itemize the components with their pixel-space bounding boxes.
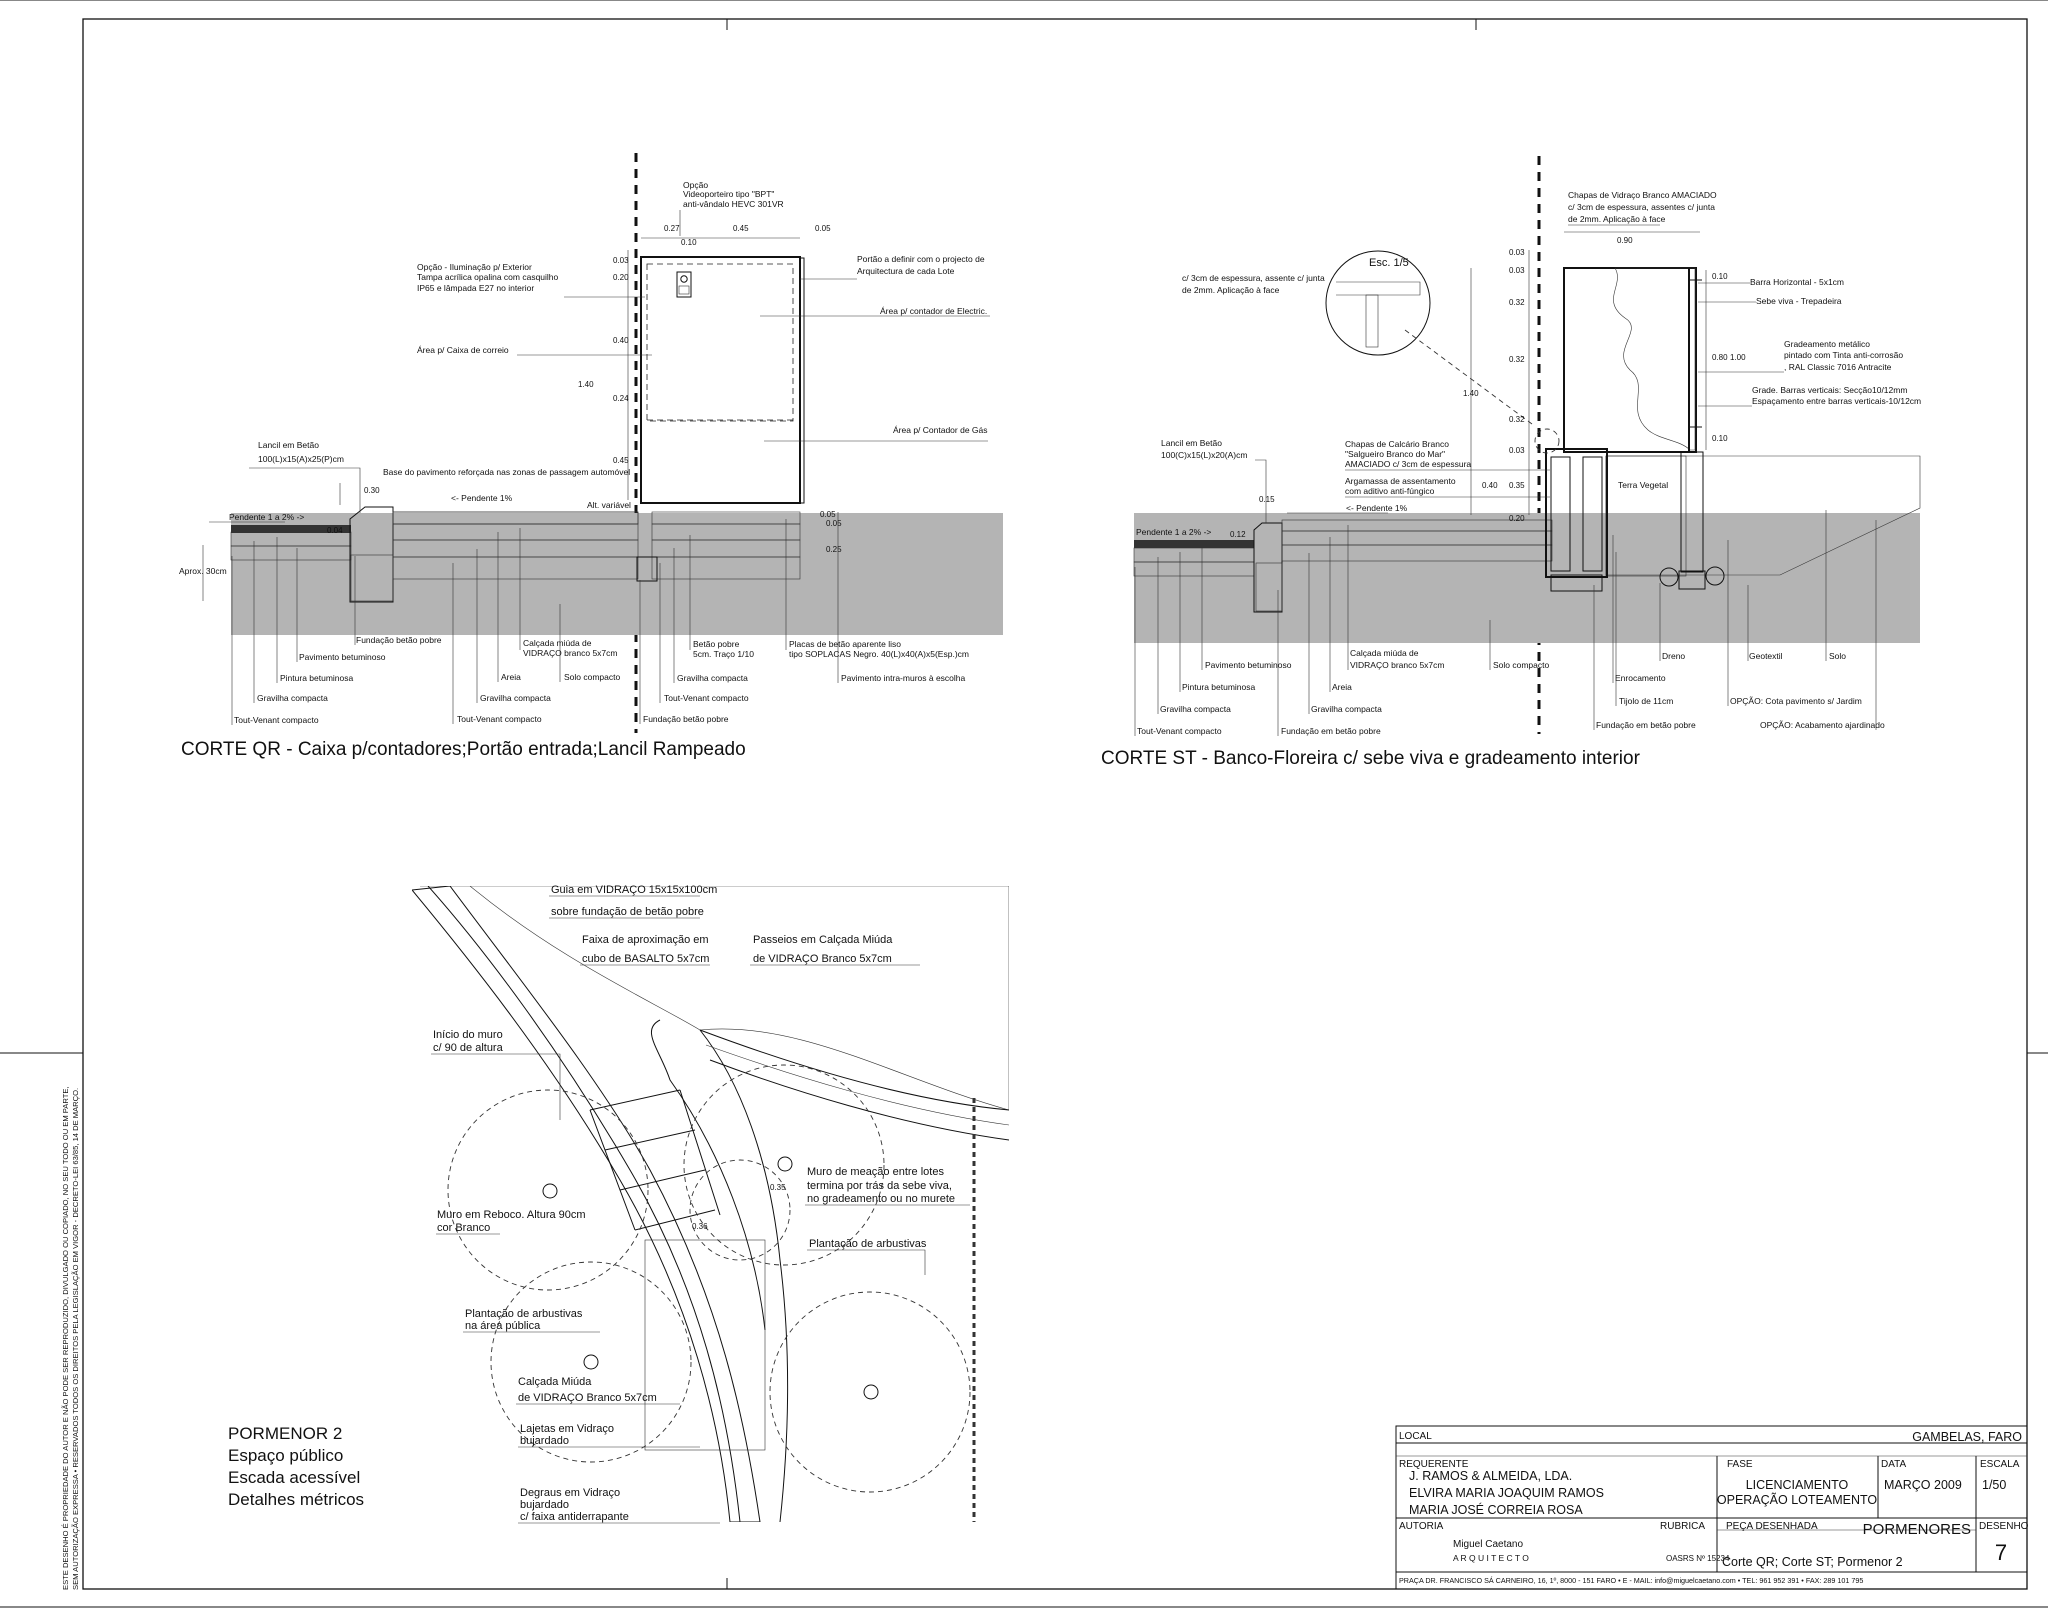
- pl-label-plantacao-pub-2: na área pública: [465, 1320, 541, 1332]
- qr-label-videoporteiro: Videoporteiro tipo "BPT": [683, 189, 775, 199]
- tb-oasrs: OASRS Nº 15234: [1666, 1554, 1730, 1563]
- st-dim-090: 0.90: [1617, 236, 1633, 245]
- qr-dim-005c: 0.05: [826, 519, 842, 528]
- pormenor-title-1: PORMENOR 2: [228, 1424, 343, 1443]
- st-label-grad-2: pintado com Tinta anti-corrosão: [1784, 350, 1904, 360]
- st-label-tout-venant: Tout-Venant compacto: [1137, 726, 1222, 736]
- st-label-argamassa-1: Argamassa de assentamento: [1345, 476, 1456, 486]
- st-dim-010: 0.10: [1712, 272, 1728, 281]
- qr-label-aprox: Aprox. 30cm: [179, 566, 227, 576]
- st-dim-140: 1.40: [1463, 389, 1479, 398]
- pl-label-degraus-2: bujardado: [520, 1499, 569, 1511]
- pl-label-guia-2: sobre fundação de betão pobre: [551, 906, 704, 918]
- copyright-note: [61, 1086, 80, 1590]
- tb-fase-2: OPERAÇÃO LOTEAMENTO: [1716, 1493, 1878, 1507]
- st-label-calcario-3: AMACIADO c/ 3cm de espessura: [1345, 459, 1472, 469]
- qr-label-pintura-betuminosa: Pintura betuminosa: [280, 673, 354, 683]
- qr-label-opcao: Opção: [683, 180, 709, 190]
- st-dim-012: 0.12: [1230, 530, 1246, 539]
- tb-autoria-label: AUTORIA: [1399, 1521, 1444, 1532]
- qr-label-area-electric: Área p/ contador de Electric.: [880, 306, 988, 316]
- qr-label-fundacao-betao: Fundação betão pobre: [356, 635, 442, 645]
- qr-label-lancil-2: 100(L)x15(A)x25(P)cm: [258, 454, 344, 464]
- qr-label-area-correio: Área p/ Caixa de correio: [417, 345, 509, 355]
- section-qr: [179, 153, 1003, 760]
- pl-label-inicio-1: Início do muro: [433, 1029, 503, 1041]
- st-label-c3cm-1: c/ 3cm de espessura, assente c/ junta: [1182, 273, 1325, 283]
- pl-label-plantacao: Plantação de arbustivas: [809, 1238, 927, 1250]
- qr-dim-003: 0.03: [613, 256, 629, 265]
- qr-label-calcada-2: VIDRAÇO branco 5x7cm: [523, 648, 618, 658]
- tb-peca-desc: Corte QR; Corte ST; Pormenor 2: [1722, 1555, 1903, 1569]
- pl-label-plantacao-pub-1: Plantação de arbustivas: [465, 1308, 583, 1320]
- pl-label-muro-meacao-1: Muro de meação entre lotes: [807, 1166, 944, 1178]
- pormenor-title-3: Escada acessível: [228, 1468, 361, 1487]
- st-dim-035: 0.35: [1509, 481, 1525, 490]
- pl-label-degraus-1: Degraus em Vidraço: [520, 1487, 621, 1499]
- st-label-areia: Areia: [1332, 682, 1352, 692]
- st-label-esc: Esc. 1/5: [1369, 257, 1409, 269]
- tb-desenho-label: DESENHO: [1979, 1521, 2029, 1532]
- section-st: [1101, 156, 1921, 769]
- qr-dim-024: 0.24: [613, 394, 629, 403]
- qr-dim-030: 0.30: [364, 486, 380, 495]
- qr-dim-040: 0.40: [613, 336, 629, 345]
- st-label-grade-2: Espaçamento entre barras verticais-10/12cm: [1752, 396, 1922, 406]
- qr-label-fundacao-betao-2: Fundação betão pobre: [643, 714, 729, 724]
- copyright-line-1: ESTE DESENHO É PROPRIEDADE DO AUTOR E NÃO PODE SER REPRODUZIDO, DIVULGADO OU COPIADO, NO SEU TODO OU EM PARTE,: [61, 1086, 70, 1590]
- st-label-calcada-2: VIDRAÇO branco 5x7cm: [1350, 660, 1445, 670]
- pormenor-plan: [228, 884, 1009, 1523]
- pl-label-degraus-3: c/ faixa antiderrapante: [520, 1511, 629, 1523]
- st-label-geotextil: Geotextil: [1749, 651, 1783, 661]
- st-label-gravilha-compacta: Gravilha compacta: [1160, 704, 1231, 714]
- tb-autor-prof: A R Q U I T E C T O: [1453, 1553, 1529, 1563]
- copyright-line-2: SEM AUTORIZAÇÃO EXPRESSA • RESERVADOS TODOS OS DIREITOS PELA LEGISLAÇÃO EM VIGOR - DECRETO-LEI 63/85, 14 DE MARÇO.: [71, 1087, 80, 1590]
- qr-label-tout-venant-3: Tout-Venant compacto: [664, 693, 749, 703]
- qr-label-placas-2: tipo SOPLACAS Negro. 40(L)x40(A)x5(Esp.)cm: [789, 649, 969, 659]
- qr-label-betao-pobre-1: Betão pobre: [693, 639, 740, 649]
- meter-cabinet: [641, 257, 800, 503]
- st-dim-032b: 0.32: [1509, 355, 1525, 364]
- pl-dim-036: 0.36: [692, 1222, 708, 1231]
- qr-label-portao-2: Arquitectura de cada Lote: [857, 266, 955, 276]
- qr-dim-005: 0.05: [815, 224, 831, 233]
- st-label-fundacao: Fundação em betão pobre: [1596, 720, 1696, 730]
- pl-label-faixa-2: cubo de BASALTO 5x7cm: [582, 953, 710, 965]
- qr-title: CORTE QR - Caixa p/contadores;Portão entrada;Lancil Rampeado: [181, 739, 746, 760]
- st-label-pintura-betuminosa: Pintura betuminosa: [1182, 682, 1256, 692]
- st-label-grad-3: , RAL Classic 7016 Antracite: [1784, 362, 1892, 372]
- pl-label-lajetas-2: bujardado: [520, 1435, 569, 1447]
- st-dim-080: 0.80: [1712, 353, 1728, 362]
- tb-fase-1: LICENCIAMENTO: [1745, 1478, 1849, 1492]
- qr-label-solo-compacto: Solo compacto: [564, 672, 621, 682]
- st-label-solo: Solo: [1829, 651, 1847, 661]
- st-label-chapas-v-3: de 2mm. Aplicação à face: [1568, 214, 1666, 224]
- st-label-pendente-2: Pendente 1 a 2% ->: [1136, 527, 1212, 537]
- tb-requerente-3: MARIA JOSÉ CORREIA ROSA: [1409, 1503, 1583, 1517]
- pl-label-faixa-1: Faixa de aproximação em: [582, 934, 709, 946]
- st-label-chapas-v-1: Chapas de Vidraço Branco AMACIADO: [1568, 190, 1717, 200]
- st-label-calcada-1: Calçada miúda de: [1350, 648, 1419, 658]
- st-label-sebe: Sebe viva - Trepadeira: [1756, 296, 1842, 306]
- qr-label-pavimento-intra: Pavimento intra-muros à escolha: [841, 673, 966, 683]
- tb-autor-nome: Miguel Caetano: [1453, 1539, 1524, 1550]
- st-label-gravilha-compacta-2: Gravilha compacta: [1311, 704, 1382, 714]
- st-dim-040: 0.40: [1482, 481, 1498, 490]
- st-label-fundacao-betao: Fundação em betão pobre: [1281, 726, 1381, 736]
- tb-peca-label: PEÇA DESENHADA: [1726, 1521, 1818, 1532]
- qr-dim-005b: 0.05: [820, 510, 836, 519]
- pl-label-muro-reboco-2: cor Branco: [437, 1222, 491, 1234]
- qr-label-pendente-1: <- Pendente 1%: [451, 493, 513, 503]
- qr-dim-025: 0.25: [826, 545, 842, 554]
- st-label-opcao-acab: OPÇÃO: Acabamento ajardinado: [1760, 720, 1885, 730]
- qr-label-iluminacao-2: Tampa acrílica opalina com casquilho: [417, 272, 559, 282]
- tb-peca-tipo: PORMENORES: [1862, 1521, 1971, 1538]
- pl-label-passeios-2: de VIDRAÇO Branco 5x7cm: [753, 953, 892, 965]
- pl-dim-035: 0.35: [770, 1183, 786, 1192]
- pl-label-passeios-1: Passeios em Calçada Miúda: [753, 934, 893, 946]
- qr-label-lancil-1: Lancil em Betão: [258, 440, 319, 450]
- qr-label-gravilha-compacta-2: Gravilha compacta: [480, 693, 551, 703]
- qr-label-alt-variavel: Alt. variável: [587, 500, 631, 510]
- st-label-barra: Barra Horizontal - 5x1cm: [1750, 277, 1845, 287]
- qr-dim-027: 0.27: [664, 224, 680, 233]
- st-dim-032a: 0.32: [1509, 298, 1525, 307]
- pormenor-title-4: Detalhes métricos: [228, 1490, 365, 1509]
- st-label-lancil-1: Lancil em Betão: [1161, 438, 1222, 448]
- st-dim-003c: 0.03: [1509, 446, 1525, 455]
- qr-dim-045b: 0.45: [613, 456, 629, 465]
- tb-data-value: MARÇO 2009: [1884, 1478, 1962, 1492]
- st-label-lancil-2: 100(C)x15(L)x20(A)cm: [1161, 450, 1248, 460]
- tb-desenho-value: 7: [1994, 1540, 2008, 1565]
- st-dim-100: 1.00: [1730, 353, 1746, 362]
- st-label-opcao-cota: OPÇÃO: Cota pavimento s/ Jardim: [1730, 696, 1862, 706]
- tb-escala-value: 1/50: [1982, 1478, 2007, 1492]
- qr-label-pendente-2: Pendente 1 a 2% ->: [229, 512, 305, 522]
- st-dim-015: 0.15: [1259, 495, 1275, 504]
- qr-label-pavimento-betuminoso: Pavimento betuminoso: [299, 652, 386, 662]
- st-label-enrocamento: Enrocamento: [1615, 673, 1666, 683]
- qr-label-gravilha-compacta: Gravilha compacta: [257, 693, 328, 703]
- qr-dim-045: 0.45: [733, 224, 749, 233]
- qr-dim-020: 0.20: [613, 273, 629, 282]
- st-label-calcario-2: "Salgueiro Branco do Mar": [1345, 449, 1446, 459]
- qr-label-area-gas: Área p/ Contador de Gás: [893, 425, 988, 435]
- qr-label-base-pav: Base do pavimento reforçada nas zonas de passagem automóvel: [383, 467, 631, 477]
- st-label-calcario-1: Chapas de Calcário Branco: [1345, 439, 1449, 449]
- qr-label-tout-venant-2: Tout-Venant compacto: [457, 714, 542, 724]
- st-dim-032c: 0.32: [1509, 415, 1525, 424]
- qr-label-tout-venant: Tout-Venant compacto: [234, 715, 319, 725]
- pl-label-lajetas-1: Lajetas em Vidraço: [520, 1423, 614, 1435]
- qr-label-portao-1: Portão a definir com o projecto de: [857, 254, 985, 264]
- st-label-solo-compacto: Solo compacto: [1493, 660, 1550, 670]
- st-label-c3cm-2: de 2mm. Aplicação à face: [1182, 285, 1280, 295]
- pl-label-guia-1: Guia em VIDRAÇO 15x15x100cm: [551, 884, 718, 896]
- st-label-grade-1: Grade. Barras verticais: Secção10/12mm: [1752, 385, 1908, 395]
- pormenor-title-2: Espaço público: [228, 1446, 344, 1465]
- tb-footer: PRAÇA DR. FRANCISCO SÁ CARNEIRO, 16, 1º, 8000 - 151 FARO • E - MAIL: info@miguelcaetano.com • TEL: 961 952 391 • FAX: 289 101 795: [1399, 1576, 1864, 1585]
- st-title: CORTE ST - Banco-Floreira c/ sebe viva e gradeamento interior: [1101, 748, 1640, 769]
- qr-label-calcada-1: Calçada miúda de: [523, 638, 592, 648]
- st-label-argamassa-2: com aditivo anti-fúngico: [1345, 486, 1435, 496]
- st-label-dreno: Dreno: [1662, 651, 1686, 661]
- qr-label-areia: Areia: [501, 672, 521, 682]
- qr-dim-004: 0.04: [327, 526, 343, 535]
- tb-fase-label: FASE: [1727, 1459, 1753, 1470]
- qr-dim-140: 1.40: [578, 380, 594, 389]
- qr-label-placas-1: Placas de betão aparente liso: [789, 639, 901, 649]
- st-dim-010b: 0.10: [1712, 434, 1728, 443]
- st-dim-020: 0.20: [1509, 514, 1525, 523]
- st-label-grad-1: Gradeamento metálico: [1784, 339, 1870, 349]
- qr-label-iluminacao-1: Opção - Iluminação p/ Exterior: [417, 262, 532, 272]
- st-dim-003: 0.03: [1509, 248, 1525, 257]
- qr-dim-010: 0.10: [681, 238, 697, 247]
- tb-local-value: GAMBELAS, FARO: [1912, 1430, 2022, 1444]
- tb-data-label: DATA: [1881, 1459, 1907, 1470]
- tb-escala-label: ESCALA: [1980, 1459, 2020, 1470]
- st-label-pendente-1: <- Pendente 1%: [1346, 503, 1408, 513]
- pl-label-calcada-1: Calçada Miúda: [518, 1376, 592, 1388]
- pl-label-muro-meacao-2: termina por trás da sebe viva,: [807, 1180, 952, 1192]
- tb-requerente-label: REQUERENTE: [1399, 1459, 1469, 1470]
- st-label-terra-vegetal: Terra Vegetal: [1618, 480, 1669, 490]
- tb-rubrica-label: RUBRICA: [1660, 1521, 1706, 1532]
- tb-requerente-1: J. RAMOS & ALMEIDA, LDA.: [1409, 1469, 1573, 1483]
- st-label-pavimento-betuminoso: Pavimento betuminoso: [1205, 660, 1292, 670]
- qr-label-anti-vandalo: anti-vândalo HEVC 301VR: [683, 199, 784, 209]
- st-label-tijolo: Tijolo de 11cm: [1619, 696, 1674, 706]
- title-block: [1396, 1426, 2029, 1589]
- tb-local-label: LOCAL: [1399, 1431, 1432, 1442]
- qr-label-betao-pobre-2: 5cm. Traço 1/10: [693, 649, 754, 659]
- tb-requerente-2: ELVIRA MARIA JOAQUIM RAMOS: [1409, 1486, 1604, 1500]
- pl-label-calcada-2: de VIDRAÇO Branco 5x7cm: [518, 1392, 657, 1404]
- qr-label-gravilha-compacta-3: Gravilha compacta: [677, 673, 748, 683]
- qr-label-iluminacao-3: IP65 e lâmpada E27 no interior: [417, 283, 535, 293]
- st-label-chapas-v-2: c/ 3cm de espessura, assentes c/ junta: [1568, 202, 1715, 212]
- pl-label-muro-meacao-3: no gradeamento ou no murete: [807, 1193, 955, 1205]
- pl-label-inicio-2: c/ 90 de altura: [433, 1042, 503, 1054]
- pl-label-muro-reboco-1: Muro em Reboco. Altura 90cm: [437, 1209, 586, 1221]
- st-dim-003b: 0.03: [1509, 266, 1525, 275]
